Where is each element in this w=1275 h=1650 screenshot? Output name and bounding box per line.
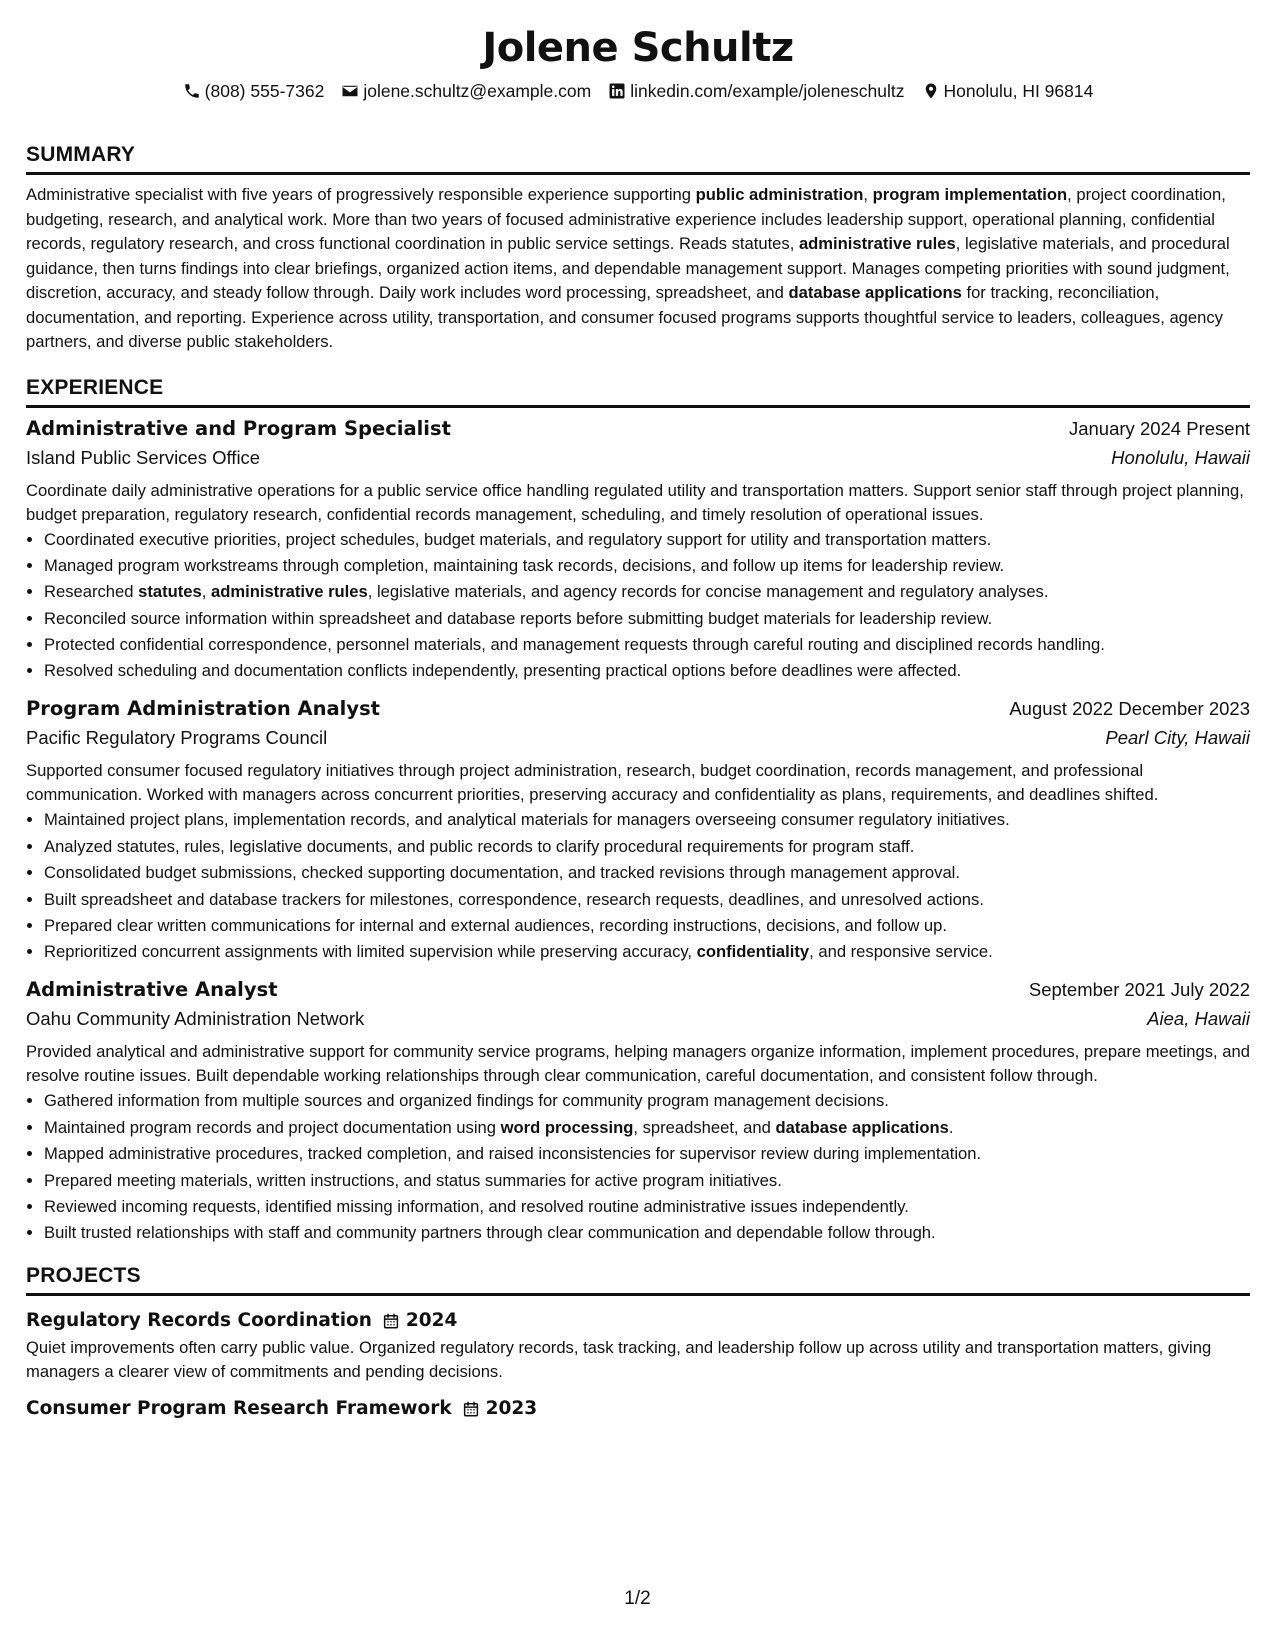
- bullet-item: • Gathered information from multiple sources and organized findings for community program management decisions.: [44, 1089, 1250, 1113]
- job-entry: [26, 976, 1250, 1245]
- experience-section: [26, 375, 1250, 1246]
- job-description: Provided analytical and administrative support for community service programs, helping managers organize information, implement procedures, prepare meetings, and resolve routine issues. Built dependable working relationships through clear communication, careful documentation, and consistent follow through.: [26, 1042, 1250, 1086]
- email-link[interactable]: jolene.schultz@example.com: [363, 80, 592, 101]
- job-bullets: [26, 1089, 1250, 1245]
- projects-heading: PROJECTS: [26, 1263, 1250, 1296]
- bold-keyword: statutes: [138, 582, 202, 602]
- job-bullets: [26, 528, 1250, 684]
- linkedin-link[interactable]: linkedin.com/example/joleneschultz: [630, 80, 905, 101]
- summary-heading: SUMMARY: [26, 142, 1250, 175]
- calendar-icon: [382, 1312, 400, 1330]
- job-title: Program Administration Analyst: [26, 697, 380, 721]
- job-title: Administrative Analyst: [26, 978, 278, 1002]
- bullet-item: • Analyzed statutes, rules, legislative documents, and public records to clarify procedural requirements for program staff.: [44, 835, 1250, 859]
- bullet-item: • Maintained program records and project documentation using word processing, spreadsheet, and database applications.: [44, 1116, 1250, 1140]
- contact-email[interactable]: [341, 81, 591, 102]
- job-description: Coordinate daily administrative operations for a public service office handling regulated utility and transportation matters. Support senior staff through project planning, budget preparation, regulatory research, confidential records management, scheduling, and timely resolution of operational issues.: [26, 480, 1244, 524]
- phone-text: (808) 555-7362: [204, 80, 325, 101]
- job-organization: Oahu Community Administration Network: [26, 1008, 365, 1030]
- bullet-item: • Reconciled source information within spreadsheet and database reports before submitting budget materials for leadership review.: [44, 607, 1250, 631]
- bullet-item: • Maintained project plans, implementation records, and analytical materials for managers overseeing consumer regulatory initiatives.: [44, 808, 1250, 832]
- project-description: Quiet improvements often carry public value. Organized regulatory records, task tracking, and leadership follow up across utility and transportation matters, giving managers a clearer view of commitments and pending decisions.: [26, 1338, 1212, 1382]
- job-entry: [26, 415, 1250, 684]
- bold-keyword: program implementation: [872, 185, 1068, 204]
- bullet-item: • Protected confidential correspondence, personnel materials, and management requests through careful routing and disciplined records handling.: [44, 633, 1250, 657]
- experience-heading: EXPERIENCE: [26, 375, 1250, 408]
- bullet-item: • Researched statutes, administrative rules, legislative materials, and agency records for concise management and regulatory analyses.: [44, 580, 1250, 604]
- project-year: 2023: [485, 1398, 538, 1420]
- bold-keyword: public administration: [695, 185, 864, 204]
- job-dates: August 2022 December 2023: [1009, 698, 1250, 720]
- bold-keyword: administrative rules: [210, 582, 368, 602]
- bullet-item: • Built spreadsheet and database trackers for milestones, correspondence, research requests, deadlines, and unresolved actions.: [44, 888, 1250, 912]
- candidate-name: Jolene Schultz: [482, 25, 794, 71]
- job-entry: [26, 695, 1250, 964]
- job-location: Honolulu, Hawaii: [1111, 446, 1250, 468]
- bold-keyword: database applications: [788, 283, 962, 302]
- location-text: Honolulu, HI 96814: [943, 80, 1094, 101]
- phone-icon: [183, 82, 201, 100]
- bullet-item: • Reprioritized concurrent assignments with limited supervision while preserving accuracy, confidentiality, and responsive service.: [44, 940, 1250, 964]
- summary-section: [26, 142, 1250, 355]
- linkedin-icon: [608, 82, 626, 100]
- job-dates: January 2024 Present: [1068, 417, 1250, 439]
- project-year: 2024: [405, 1310, 458, 1332]
- job-location: Aiea, Hawaii: [1147, 1008, 1250, 1030]
- bold-keyword: database applications: [775, 1117, 949, 1137]
- page-number: 1/2: [624, 1588, 651, 1609]
- bullet-item: • Coordinated executive priorities, project schedules, budget materials, and regulatory support for utility and transportation matters.: [44, 528, 1250, 552]
- bold-keyword: administrative rules: [798, 234, 956, 253]
- resume-page: [26, 0, 1250, 1422]
- job-dates: September 2021 July 2022: [1028, 979, 1250, 1001]
- job-organization: Pacific Regulatory Programs Council: [26, 727, 328, 749]
- summary-text: Administrative specialist with five years of progressively responsible experience supporting public administration, program implementation, project coordination, budgeting, research, and analytical work. More than two years of focused administrative experience includes leadership support, operational planning, confidential records, regulatory research, and cross functional coordination in public service settings. Reads statutes, administrative rules, legislative materials, and procedural guidance, then turns findings into clear briefings, organized action items, and dependable management support. Manages competing priorities with sound judgment, discretion, accuracy, and steady follow through. Daily work includes word processing, spreadsheet, and database applications for tracking, reconciliation, documentation, and reporting. Experience across utility, transportation, and consumer focused programs supports thoughtful service to leaders, colleagues, agency partners, and diverse public stakeholders.: [26, 185, 1230, 351]
- bullet-item: • Reviewed incoming requests, identified missing information, and resolved routine administrative issues independently.: [44, 1195, 1250, 1219]
- bullet-item: • Prepared meeting materials, written instructions, and status summaries for active program initiatives.: [44, 1169, 1250, 1193]
- contact-linkedin[interactable]: [608, 81, 904, 102]
- job-location: Pearl City, Hawaii: [1105, 727, 1250, 749]
- map-pin-icon: [922, 82, 940, 100]
- bullet-item: • Consolidated budget submissions, checked supporting documentation, and tracked revisions through management approval.: [44, 861, 1250, 885]
- bold-keyword: word processing: [500, 1117, 634, 1137]
- envelope-icon: [341, 82, 359, 100]
- bullet-item: • Mapped administrative procedures, tracked completion, and raised inconsistencies for supervisor review during implementation.: [44, 1142, 1250, 1166]
- bullet-item: • Prepared clear written communications for internal and external audiences, recording instructions, decisions, and follow up.: [44, 914, 1250, 938]
- calendar-icon: [462, 1400, 480, 1418]
- bullet-item: • Resolved scheduling and documentation conflicts independently, presenting practical options before deadlines were affected.: [44, 659, 1250, 683]
- project-entry: [26, 1396, 1250, 1422]
- contact-location: [922, 81, 1094, 102]
- projects-section: [26, 1263, 1250, 1422]
- project-name: Consumer Program Research Framework: [26, 1398, 452, 1420]
- bullet-item: • Built trusted relationships with staff and community partners through clear communication and dependable follow through.: [44, 1221, 1250, 1245]
- job-bullets: [26, 808, 1250, 964]
- project-name: Regulatory Records Coordination: [26, 1310, 372, 1332]
- job-description: Supported consumer focused regulatory initiatives through project administration, research, budget coordination, records management, and professional communication. Worked with managers across concurrent priorities, preserving accuracy and confidentiality as plans, requirements, and deadlines shifted.: [26, 761, 1159, 805]
- job-title: Administrative and Program Specialist: [26, 416, 451, 440]
- contact-bar: [26, 78, 1250, 104]
- bold-keyword: confidentiality: [696, 942, 810, 962]
- project-entry: [26, 1308, 1250, 1384]
- job-organization: Island Public Services Office: [26, 446, 261, 468]
- bullet-item: • Managed program workstreams through completion, maintaining task records, decisions, and follow up items for leadership review.: [44, 554, 1250, 578]
- contact-phone: [183, 81, 325, 102]
